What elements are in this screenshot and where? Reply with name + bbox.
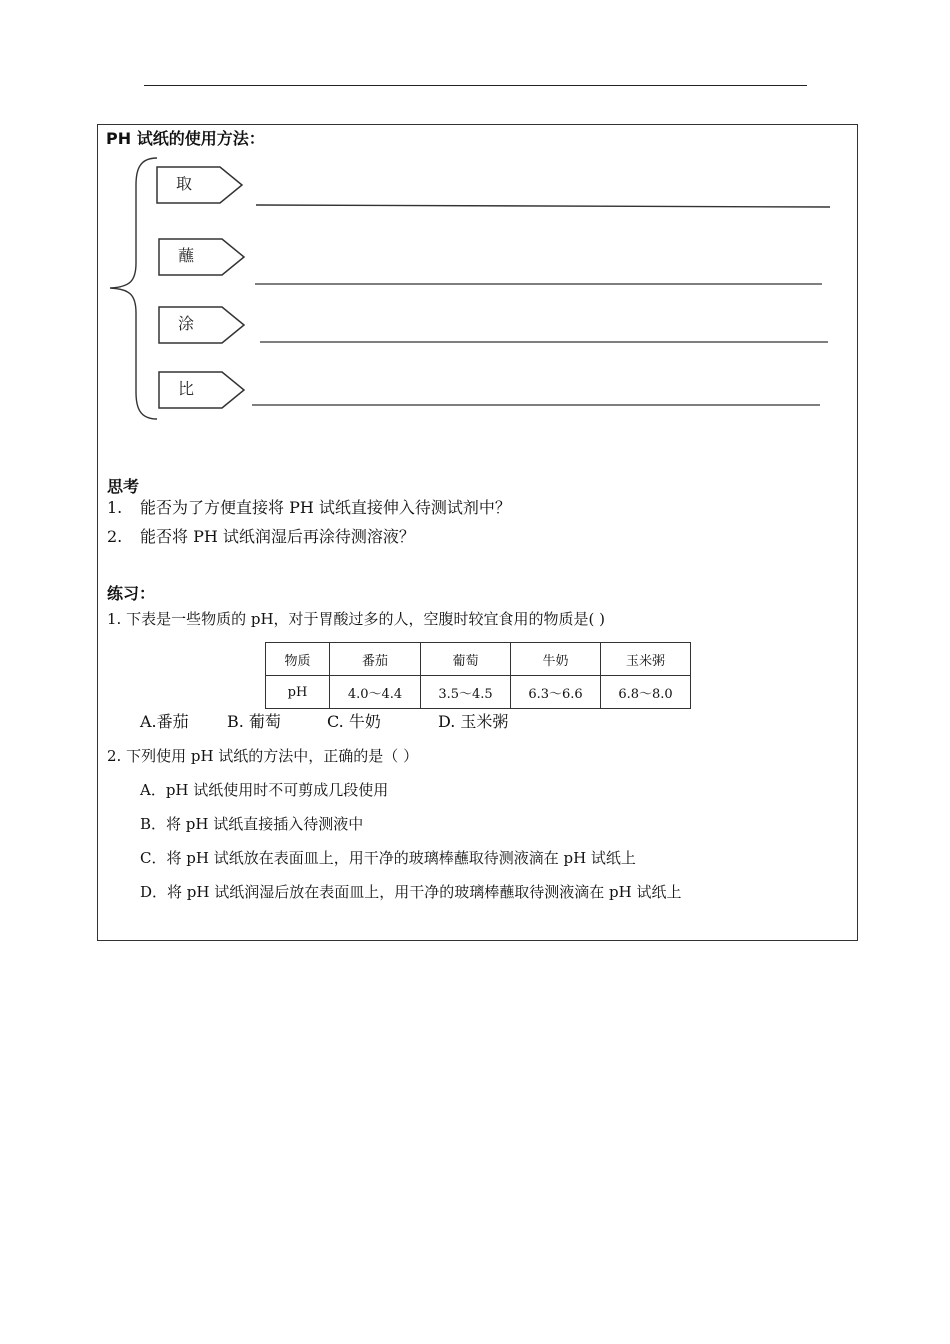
q1-option-c: C. 牛奶 bbox=[327, 712, 381, 731]
table-cell: 6.8～8.0 bbox=[601, 676, 691, 709]
table-header-cell: 葡萄 bbox=[421, 643, 511, 676]
thinking-q1-text: 能否为了方便直接将 PH 试纸直接伸入待测试剂中？ bbox=[140, 498, 511, 517]
thinking-title: 思考 bbox=[107, 477, 140, 496]
table-cell: pH bbox=[266, 676, 330, 709]
step-apply-label: 涂 bbox=[178, 314, 195, 333]
section-title: PH 试纸的使用方法： bbox=[106, 129, 265, 148]
table-header-cell: 牛奶 bbox=[511, 643, 601, 676]
step-dip bbox=[158, 238, 248, 276]
table-header-cell: 番茄 bbox=[330, 643, 421, 676]
step-compare bbox=[158, 371, 248, 409]
table-row bbox=[266, 676, 691, 709]
exercise-q2-text: 2. 下列使用 pH 试纸的方法中，正确的是（ ） bbox=[107, 747, 419, 765]
table-cell: 3.5～4.5 bbox=[421, 676, 511, 709]
exercise-q1-text: 1. 下表是一些物质的 pH，对于胃酸过多的人，空腹时较宜食用的物质是( ) bbox=[107, 610, 606, 628]
q1-option-b: B. 葡萄 bbox=[227, 712, 281, 731]
q2-option-c: C．将 pH 试纸放在表面皿上，用干净的玻璃棒蘸取待测液滴在 pH 试纸上 bbox=[140, 849, 636, 867]
step-compare-label: 比 bbox=[178, 379, 195, 398]
step-dip-label: 蘸 bbox=[178, 246, 195, 265]
thinking-q2-num: 2. bbox=[107, 527, 123, 546]
thinking-q1-num: 1. bbox=[107, 498, 123, 517]
exercise-title: 练习： bbox=[107, 584, 156, 603]
table-cell: 4.0～4.4 bbox=[330, 676, 421, 709]
ph-table bbox=[265, 642, 691, 709]
header-rule bbox=[144, 85, 807, 86]
q1-option-a: A.番茄 bbox=[140, 712, 189, 731]
q2-option-d: D．将 pH 试纸润湿后放在表面皿上，用干净的玻璃棒蘸取待测液滴在 pH 试纸上 bbox=[140, 883, 682, 901]
table-header-cell: 玉米粥 bbox=[601, 643, 691, 676]
table-row bbox=[266, 643, 691, 676]
step-apply bbox=[158, 306, 248, 344]
table-header-cell: 物质 bbox=[266, 643, 330, 676]
q2-option-b: B．将 pH 试纸直接插入待测液中 bbox=[140, 815, 364, 833]
q1-option-d: D. 玉米粥 bbox=[438, 712, 509, 731]
q2-option-a: A．pH 试纸使用时不可剪成几段使用 bbox=[140, 781, 389, 799]
table-cell: 6.3～6.6 bbox=[511, 676, 601, 709]
thinking-q2-text: 能否将 PH 试纸润湿后再涂待测溶液？ bbox=[140, 527, 415, 546]
step-take bbox=[156, 166, 246, 204]
step-take-label: 取 bbox=[176, 174, 193, 193]
